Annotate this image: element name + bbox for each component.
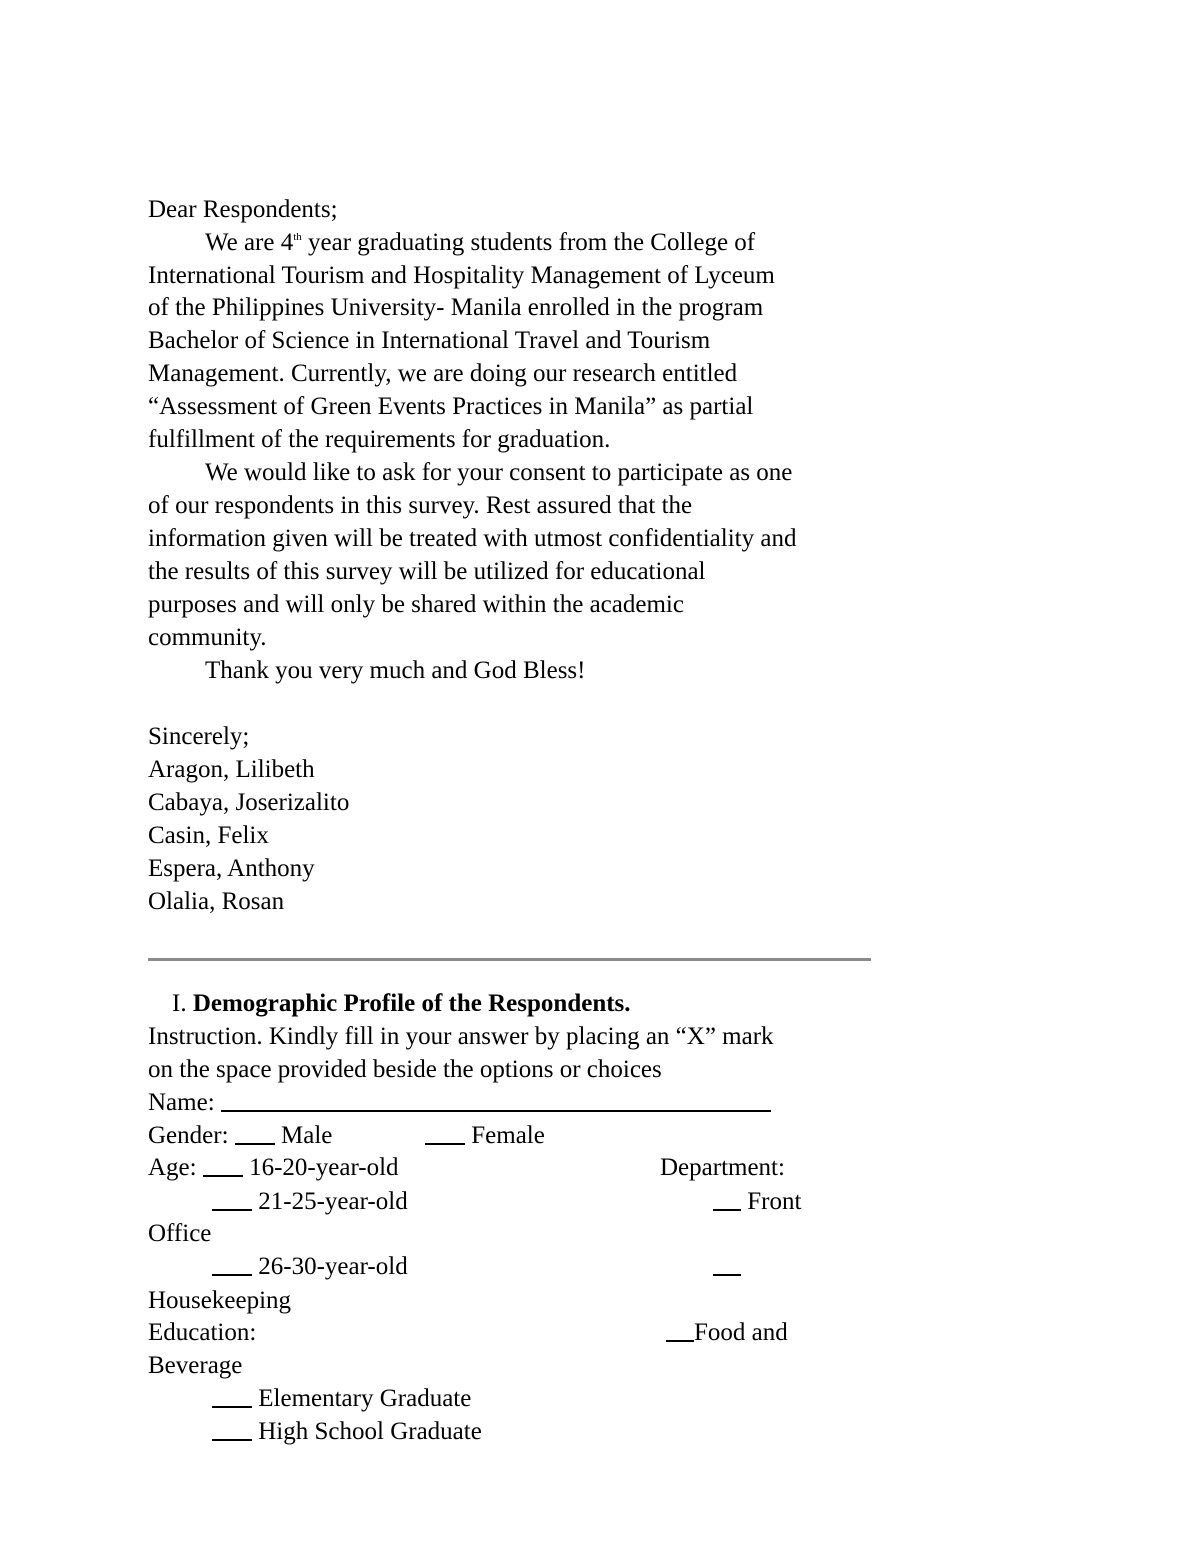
- dept-option-blank[interactable]: [666, 1320, 694, 1342]
- paragraph-2-line-1: We would like to ask for your consent to participate as one: [205, 459, 793, 486]
- salutation: Dear Respondents;: [148, 196, 338, 223]
- age-option: 16-20-year-old: [249, 1154, 399, 1181]
- dept-food-row: [666, 1316, 788, 1349]
- paragraph-1-line-4: Bachelor of Science in International Travel and Tourism: [148, 327, 711, 354]
- name-label: Name:: [148, 1089, 221, 1116]
- dept-front-row: [713, 1185, 801, 1218]
- section-divider: [148, 958, 871, 961]
- paragraph-1-line-2: International Tourism and Hospitality Management of Lyceum: [148, 262, 775, 289]
- age-option: 21-25-year-old: [258, 1188, 408, 1215]
- age-option-blank[interactable]: [203, 1155, 243, 1177]
- section-heading: [172, 987, 631, 1020]
- age-option-blank[interactable]: [212, 1254, 252, 1276]
- education-option-blank[interactable]: [212, 1386, 252, 1408]
- paragraph-1-line-5: Management. Currently, we are doing our research entitled: [148, 360, 738, 387]
- signatory: Aragon, Lilibeth: [148, 756, 315, 783]
- thanks-line: Thank you very much and God Bless!: [205, 657, 586, 684]
- age-option-row: [212, 1185, 408, 1218]
- signatory: Olalia, Rosan: [148, 888, 285, 915]
- age-option-blank[interactable]: [212, 1189, 252, 1211]
- dept-option-food: Food and: [694, 1319, 788, 1346]
- dept-option-food-cont: Beverage: [148, 1352, 243, 1379]
- age-label: Age:: [148, 1154, 203, 1181]
- section-number: I.: [172, 990, 193, 1017]
- paragraph-1-line-6: “Assessment of Green Events Practices in Manila” as partial: [148, 393, 754, 420]
- education-option-blank[interactable]: [212, 1419, 252, 1441]
- signatory: Cabaya, Joserizalito: [148, 789, 350, 816]
- paragraph-1-line-7: fulfillment of the requirements for graduation.: [148, 426, 611, 453]
- age-row: [148, 1151, 399, 1184]
- instruction-line-1: Instruction. Kindly fill in your answer by placing an “X” mark: [148, 1023, 774, 1050]
- dept-option-front: Front: [741, 1188, 802, 1215]
- name-row: [148, 1086, 771, 1119]
- gender-male-blank[interactable]: [235, 1123, 275, 1145]
- section-title: Demographic Profile of the Respondents.: [192, 990, 631, 1017]
- department-label: Department:: [660, 1154, 785, 1181]
- age-option: 26-30-year-old: [258, 1253, 408, 1280]
- education-label: Education:: [148, 1319, 257, 1346]
- instruction-line-2: on the space provided beside the options or choices: [148, 1056, 662, 1083]
- gender-female-row: [425, 1119, 545, 1152]
- gender-female-option: Female: [465, 1122, 545, 1149]
- education-option: High School Graduate: [258, 1418, 482, 1445]
- paragraph-2-line-5: purposes and will only be shared within the academic: [148, 591, 684, 618]
- education-option-row: [212, 1415, 482, 1448]
- paragraph-2-line-6: community.: [148, 624, 267, 651]
- dept-housekeeping-row: [713, 1250, 741, 1283]
- gender-label: Gender:: [148, 1122, 235, 1149]
- dept-option-blank[interactable]: [713, 1254, 741, 1276]
- age-option-row: [212, 1250, 408, 1283]
- dept-option-blank[interactable]: [713, 1189, 741, 1211]
- education-option-row: [212, 1382, 471, 1415]
- closing: Sincerely;: [148, 723, 250, 750]
- name-blank-field[interactable]: [221, 1090, 771, 1112]
- paragraph-2-line-3: information given will be treated with utmost confidentiality and: [148, 525, 797, 552]
- dept-option-housekeeping: Housekeeping: [148, 1287, 292, 1314]
- dept-option-front-cont: Office: [148, 1220, 212, 1247]
- signatory: Casin, Felix: [148, 822, 269, 849]
- gender-male-option: Male: [274, 1122, 333, 1149]
- paragraph-2-line-4: the results of this survey will be utilized for educational: [148, 558, 706, 585]
- paragraph-2-line-2: of our respondents in this survey. Rest assured that the: [148, 492, 693, 519]
- gender-row: [148, 1119, 332, 1152]
- paragraph-1-line-3: of the Philippines University- Manila enrolled in the program: [148, 294, 764, 321]
- gender-female-blank[interactable]: [425, 1123, 465, 1145]
- signatory: Espera, Anthony: [148, 855, 315, 882]
- paragraph-1-line-1: We are 4th year graduating students from the College of: [205, 229, 756, 256]
- education-option: Elementary Graduate: [258, 1385, 472, 1412]
